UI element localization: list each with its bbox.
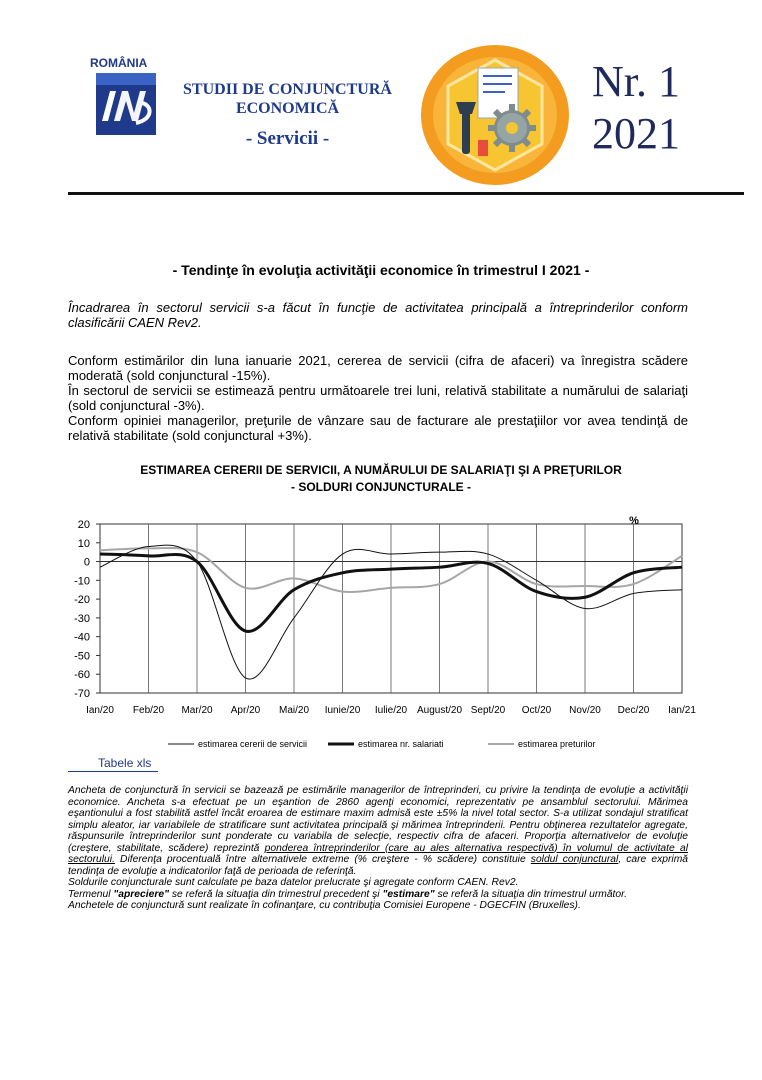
x-tick-label: Mai/20 [278,705,310,716]
methodology-paragraph-3 [68,889,688,901]
x-tick-label: Iunie/20 [324,705,361,716]
methodology-term: "estimare" [382,888,435,900]
header-subtitle: - Servicii - [245,128,330,149]
header-rule [68,192,744,195]
x-tick-label: Iulie/20 [374,705,408,716]
ins-logo-icon [96,73,156,135]
methodology-text: Diferenţa procentuală între alternativele extreme (% creştere - % scădere) constituie [114,854,531,865]
x-tick-label: Sept/20 [470,705,506,716]
gears-wrench-emblem-icon [420,44,570,186]
y-tick-label: -50 [74,650,90,663]
x-tick-label: Ian/20 [86,705,114,716]
tabele-link-underline [68,771,158,772]
methodology-notes [68,785,688,912]
x-tick-label: Dec/20 [617,705,650,716]
methodology-text: Ancheta de conjunctură în servicii se bazează pe estimările managerilor de întreprinderi, cu privire la tendinţa de evoluţie a activităţii economice. Ancheta s-a efectuat pe un eşantion de 2860 agenţi economici, reprezentativ pe ansamblul sectorului. Mărimea eşantionului a fost stabilită astfel încât eroarea de estimare maxim admisă este ±5% la nivel total sector. S-a utilizat sondajul stratificat simplu aleator, iar variabilele de stratificare sunt activitatea principală şi mărimea întreprinderii. Pentru obţinerea rezultatelor agregate, răspunsurile întreprinderilor sunt ponderate cu variabila de selecţie, respectiv cifra de afaceri. Proporţia alternativelor de evoluţie (creştere, stabilitate, scădere) reprezintă [68,785,688,854]
header-title-line2: ECONOMICĂ [235,100,340,117]
y-tick-label: -60 [74,669,90,682]
x-tick-label: Apr/20 [230,705,261,716]
estimate-prices: Conform opiniei managerilor, preţurile de vânzare sau de facturare ale prestaţiilor vor avea tendinţă de relativă stabilitate (sold conjunctural +3%). [68,413,688,443]
header-country: ROMÂNIA [90,56,148,70]
methodology-term: "apreciere" [113,888,169,900]
issue-number: Nr. 1 [592,57,680,106]
balance-chart [60,508,700,764]
estimate-employees: În sectorul de servicii se estimează pentru următoarele trei luni, relativă stabilitate a numărului de salariaţi (sold conjunctural -3%). [68,383,688,413]
methodology-underlined: soldul conjunctural [530,854,619,865]
x-tick-label: August/20 [416,705,463,716]
legend-label: estimarea preturilor [518,739,596,749]
header-title-line1: STUDII DE CONJUNCTURĂ [183,81,392,98]
y-tick-label: -30 [74,612,90,625]
methodology-text: , care exprimă tendinţa de evoluţie a indicatorilor faţă de perioada de referinţă. [68,854,688,877]
issue-year: 2021 [592,109,680,158]
y-tick-label: -10 [74,575,90,588]
tabele-xls-link[interactable]: Tabele xls [98,756,152,770]
y-tick-label: -40 [74,631,90,644]
y-tick-label: 10 [77,537,90,550]
methodology-text: Termenul [68,888,114,900]
x-tick-label: Oct/20 [521,705,552,716]
y-tick-label: -20 [74,594,90,607]
methodology-text: se referă la situaţia din trimestrul precedent şi [168,888,383,900]
methodology-paragraph-4: Anchetele de conjunctură sunt realizate în cofinanţare, cu contribuţia Comisiei Europene - DGECFIN (Bruxelles). [68,900,581,911]
methodology-paragraph-2: Soldurile conjuncturale sunt calculate pe baza datelor prelucrate şi agregate conform CAEN. Rev2. [68,877,519,888]
x-tick-label: Ian/21 [668,705,696,716]
y-tick-label: 0 [83,556,90,569]
chart-title: ESTIMAREA CERERII DE SERVICII, A NUMĂRULUI DE SALARIAŢI ŞI A PREŢURILOR [140,463,622,477]
methodology-text: se referă la situaţia din trimestrul următor. [434,888,628,900]
x-tick-label: Mar/20 [181,705,213,716]
unit-label: % [629,515,639,527]
y-tick-label: 20 [77,519,90,531]
intro-paragraph: Încadrarea în sectorul servicii s-a făcut în funcţie de activitatea principală a întreprinderilor conform clasificării CAEN Rev2. [68,300,688,330]
estimate-demand: Conform estimărilor din luna ianuarie 2021, cererea de servicii (cifra de afaceri) va înregistra scădere moderată (sold conjunctural -15%). [68,353,688,383]
legend-label: estimarea nr. salariati [358,739,444,749]
methodology-paragraph-1 [68,785,688,877]
x-tick-label: Nov/20 [569,705,601,716]
methodology-underlined: ponderea întreprinderilor (care au ales alternativa respectivă) în volumul de activitate al sectorului. [68,842,689,865]
y-tick-label: -70 [74,688,90,700]
chart-subtitle: - SOLDURI CONJUNCTURALE - [291,480,471,494]
legend-label: estimarea cererii de servicii [198,739,308,749]
page-title: - Tendinţe în evoluţia activităţii economice în trimestrul I 2021 - [172,262,590,278]
x-tick-label: Feb/20 [132,705,165,716]
